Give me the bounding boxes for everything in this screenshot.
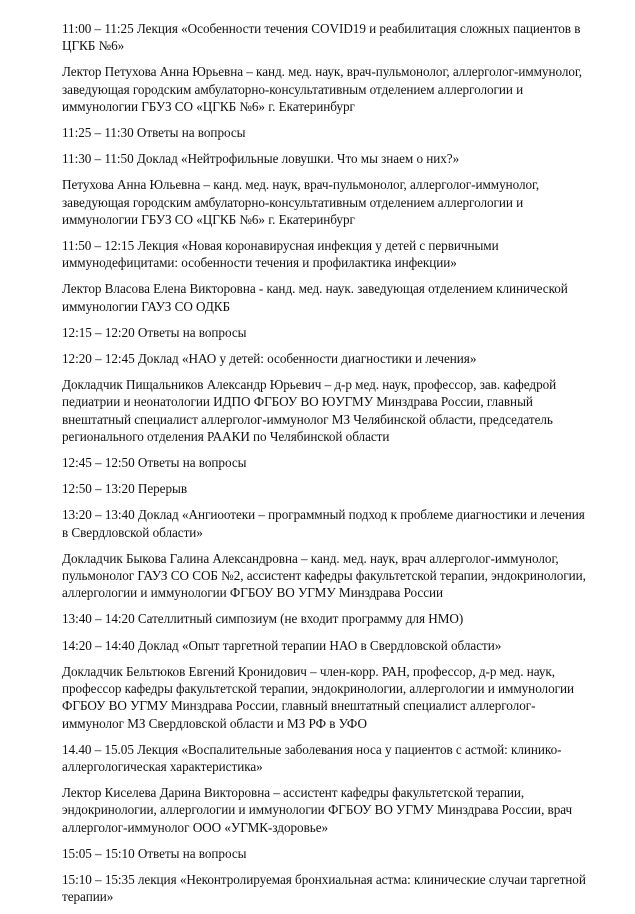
program-document [62, 20, 592, 914]
session-questions-3: 12:45 – 12:50 Ответы на вопросы [62, 455, 247, 471]
speaker-kiseleva: Лектор Киселева Дарина Викторовна – ассистент кафедры факультетской терапии, эндокринологии, аллергологии и иммунологии ФГБОУ ВО УГМУ Минздрава России, врач аллерголог-иммунолог ООО «УГМК-здоровье» [62, 785, 573, 835]
session-lecture-nasal-diseases: 14.40 – 15.05 Лекция «Воспалительные заболевания носа у пациентов с астмой: клинико-аллергологическая характеристика» [62, 741, 562, 774]
speaker-petukhova-2: Петухова Анна Юльевна – канд. мед. наук, врач-пульмонолог, аллерголог-иммунолог, заведующая городским амбулаторно-консультативным отделением аллергологии и иммунологии ГБУЗ СО «ЦГКБ №6» г. Екатеринбург [62, 177, 540, 227]
speaker-pischalnikov: Докладчик Пищальников Александр Юрьевич – д-р мед. наук, профессор, зав. кафедрой педиатрии и неонатологии ИДПО ФГБОУ ВО ЮУГМУ Минздрава России, главный внештатный специалист аллерголог-иммунолог МЗ Челябинской области, председатель регионального отделения РААКИ по Челябинской области [62, 377, 557, 444]
speaker-bykova: Докладчик Быкова Галина Александровна – канд. мед. наук, врач аллерголог-иммунолог, пульмонолог ГАУЗ СО СОБ №2, ассистент кафедры факультетской терапии, эндокринологии, аллергологии и иммунологии ФГБОУ ВО УГМУ Минздрава России [62, 550, 586, 601]
session-questions-4: 15:05 – 15:10 Ответы на вопросы [62, 845, 247, 861]
speaker-vlasova: Лектор Власова Елена Викторовна - канд. мед. наук. заведующая отделением клинической иммунологии ГАУЗ СО ОДКБ [62, 281, 568, 314]
session-report-nao-children: 12:20 – 12:45 Доклад «НАО у детей: особенности диагностики и лечения» [62, 351, 477, 367]
session-report-neutrophil-traps: 11:30 – 11:50 Доклад «Нейтрофильные ловушки. Что мы знаем о них?» [62, 151, 460, 167]
session-report-angioedema: 13:20 – 13:40 Доклад «Ангиоотеки – программный подход к проблеме диагностики и лечения в Свердловской области» [62, 507, 585, 540]
speaker-beltyukov: Докладчик Бельтюков Евгений Кронидович – член-корр. РАН, профессор, д-р мед. наук, профессор кафедры факультетской терапии, эндокринологии, аллергологии и иммунологии ФГБОУ ВО УГМУ Минздрава России, главный внештатный специалист аллерголог-иммунолог МЗ Свердловской области и МЗ РФ в УФО [62, 663, 575, 731]
session-lecture-coronavirus-children: 11:50 – 12:15 Лекция «Новая коронавирусная инфекция у детей с первичными иммунодефицитами: особенности течения и профилактика инфекции» [62, 238, 499, 271]
session-satellite-symposium: 13:40 – 14:20 Сателлитный симпозиум (не входит программу для НМО) [62, 611, 464, 627]
session-questions-2: 12:15 – 12:20 Ответы на вопросы [62, 324, 247, 340]
speaker-petukhova-1: Лектор Петухова Анна Юрьевна – канд. мед. наук, врач-пульмонолог, аллерголог-иммунолог, заведующая городским амбулаторно-консультативным отделением аллергологии и иммунологии ГБУЗ СО «ЦГКБ №6» г. Екатеринбург [62, 64, 583, 114]
session-report-targeted-therapy: 14:20 – 14:40 Доклад «Опыт таргетной терапии НАО в Свердловской области» [62, 637, 502, 653]
session-lecture-uncontrolled-asthma: 15:10 – 15:35 лекция «Неконтролируемая бронхиальная астма: клинические случаи таргетной терапии» [62, 871, 586, 905]
session-break: 12:50 – 13:20 Перерыв [62, 481, 188, 497]
session-lecture-covid19: 11:00 – 11:25 Лекция «Особенности течения COVID19 и реабилитация сложных пациентов в ЦГКБ №6» [62, 21, 581, 54]
session-questions-1: 11:25 – 11:30 Ответы на вопросы [62, 125, 246, 141]
